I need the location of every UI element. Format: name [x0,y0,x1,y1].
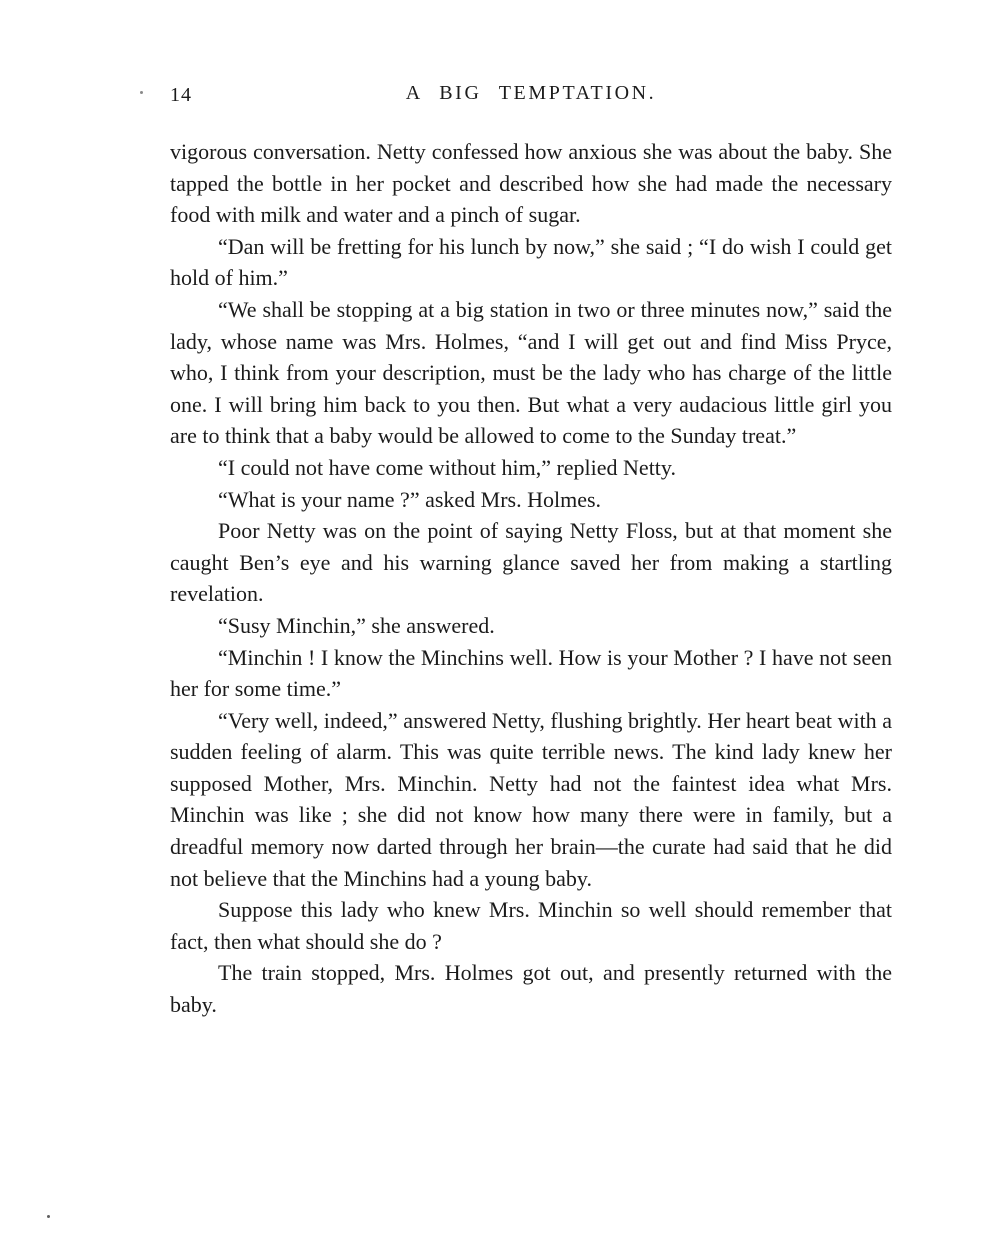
paragraph: “Susy Minchin,” she answered. [218,612,495,638]
paragraph: “I could not have come without him,” replied Netty. [218,454,676,480]
scan-speck [47,1215,50,1218]
paragraph: “Minchin ! I know the Minchins well. How is your Mother ? I have not seen her for some time.” [170,644,892,702]
paragraph: “Dan will be fretting for his lunch by now,” she said ; “I do wish I could get hold of him.” [170,233,892,291]
paragraph: “We shall be stopping at a big station in two or three minutes now,” said the lady, whose name was Mrs. Holmes, “and I will get out and find Miss Pryce, who, I think from your description, must be the lady who has charge of the little one. I will bring him back to you then. But what a very audacious little girl you are to think that a baby would be allowed to come to the Sunday treat.” [170,296,892,449]
paragraph: vigorous conversation. Netty confessed how anxious she was about the baby. She tapped the bottle in her pocket and described how she had made the necessary food with milk and water and a pinch of sugar. [170,139,892,228]
paragraph: “Very well, indeed,” answered Netty, flushing brightly. Her heart beat with a sudden feeling of alarm. This was quite terrible news. The kind lady knew her supposed Mother, Mrs. Minchin. Netty had not the faintest idea what Mrs. Minchin was like ; she did not know how many there were in family, but a dreadful memory now darted through her brain—the curate had said that he did not believe that the Minchins had a young baby. [170,707,892,891]
paragraph: “What is your name ?” asked Mrs. Holmes. [218,486,602,512]
running-title: A BIG TEMPTATION. [405,82,657,104]
page-body [170,136,892,1021]
paragraph: The train stopped, Mrs. Holmes got out, and presently returned with the baby. [170,960,892,1018]
scan-speck [140,91,143,94]
page-header [170,82,892,108]
paragraph: Suppose this lady who knew Mrs. Minchin so well should remember that fact, then what should she do ? [170,897,892,954]
paragraph: Poor Netty was on the point of saying Netty Floss, but at that moment she caught Ben’s eye and his warning glance saved her from making a startling revelation. [170,518,892,607]
page-number: 14 [170,84,192,106]
